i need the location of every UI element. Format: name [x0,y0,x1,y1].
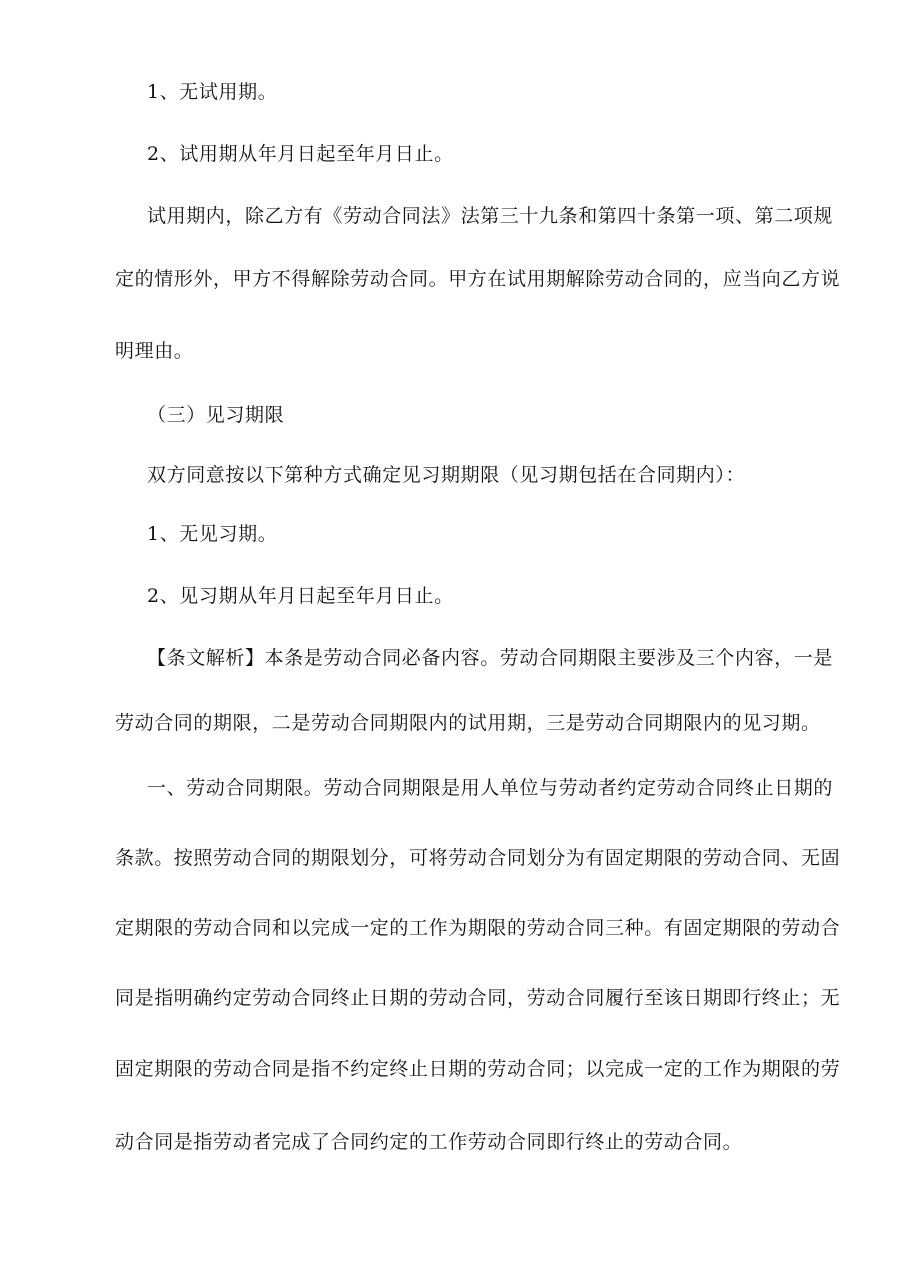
paragraph-line: 定期限的劳动合同和以完成一定的工作为期限的劳动合同三种。有固定期限的劳动合 [115,917,841,939]
section-heading: （三）见习期限 [147,404,285,426]
paragraph-line: 试用期内，除乙方有《劳动合同法》法第三十九条和第四十条第一项、第二项规 [147,205,834,227]
paragraph-line: 条款。按照劳动合同的期限划分，可将劳动合同划分为有固定期限的劳动合同、无固 [115,847,841,869]
trial-option-1: 1、无试用期。 [147,81,278,103]
paragraph-line: 同是指明确约定劳动合同终止日期的劳动合同，劳动合同履行至该日期即行终止；无 [115,987,841,1009]
trial-option-2: 2、试用期从年月日起至年月日止。 [147,143,454,165]
paragraph-line: 【条文解析】本条是劳动合同必备内容。劳动合同期限主要涉及三个内容，一是 [147,647,834,669]
paragraph-line: 定的情形外，甲方不得解除劳动合同。甲方在试用期解除劳动合同的，应当向乙方说 [115,268,841,290]
paragraph-line: 明理由。 [115,340,194,362]
paragraph-line: 动合同是指劳动者完成了合同约定的工作劳动合同即行终止的劳动合同。 [115,1131,743,1153]
paragraph-line: 固定期限的劳动合同是指不约定终止日期的劳动合同；以完成一定的工作为期限的劳 [115,1058,841,1080]
paragraph-line: 双方同意按以下第种方式确定见习期期限（见习期包括在合同期内）： [147,464,746,486]
internship-option-1: 1、无见习期。 [147,523,278,545]
paragraph-line: 一、劳动合同期限。劳动合同期限是用人单位与劳动者约定劳动合同终止日期的 [147,777,834,799]
internship-option-2: 2、见习期从年月日起至年月日止。 [147,585,454,607]
paragraph-line: 劳动合同的期限，二是劳动合同期限内的试用期，三是劳动合同期限内的见习期。 [115,712,821,734]
